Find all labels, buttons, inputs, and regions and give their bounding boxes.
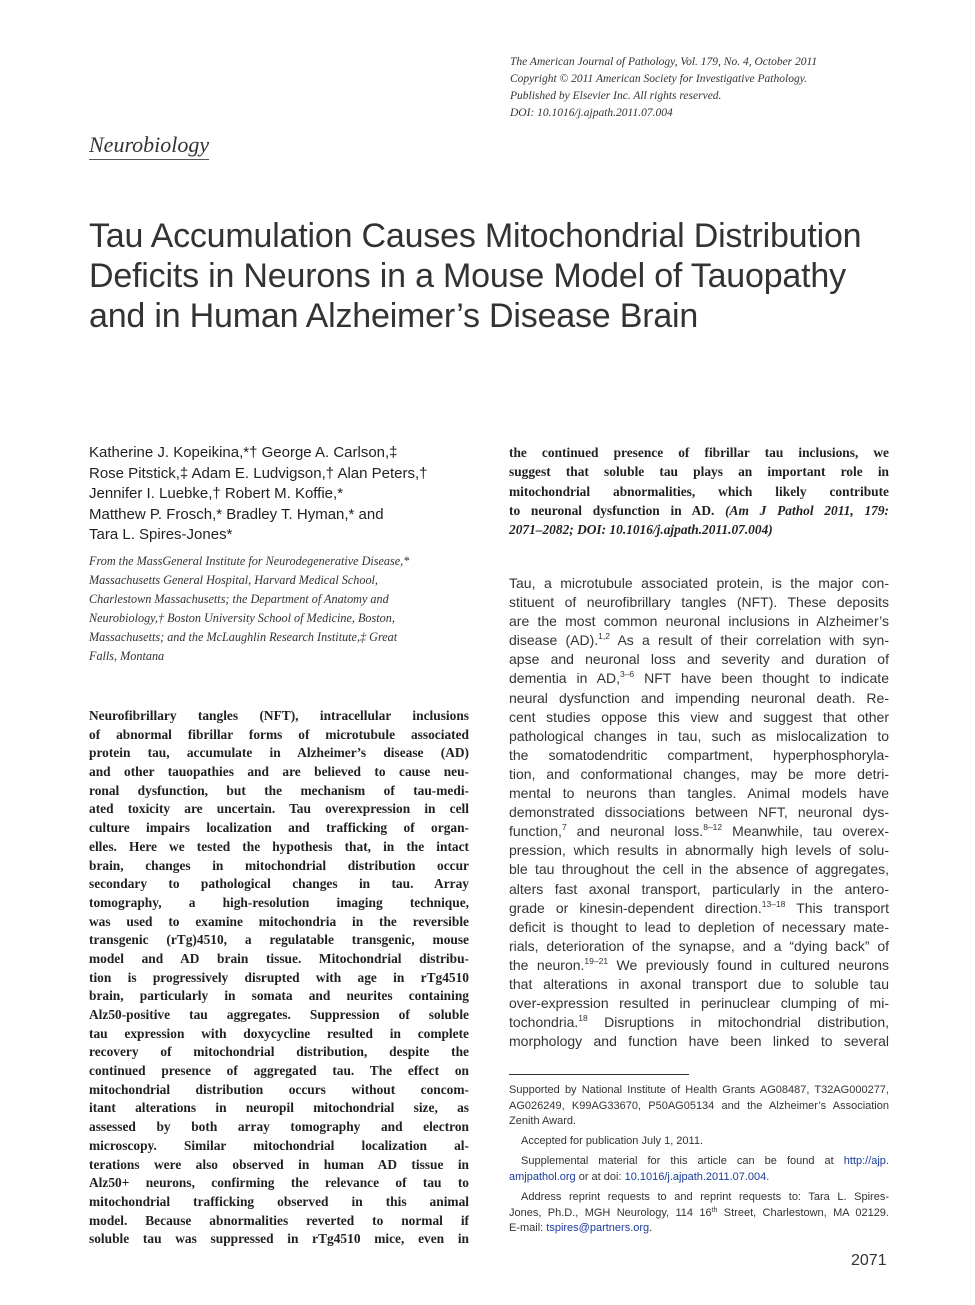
affiliation-line: From the MassGeneral Institute for Neurodegenerative Disease,* [89, 554, 410, 568]
journal-citation: The American Journal of Pathology, Vol. 179, No. 4, October 2011 [510, 56, 818, 68]
affiliation-line: Massachusetts General Hospital, Harvard Medical School, [89, 572, 378, 587]
note-text: . [649, 1222, 653, 1235]
reference-superscript[interactable]: 18 [578, 1013, 588, 1024]
note-text: . [766, 1170, 770, 1183]
body-line: Tau, a microtubule associated protein, is the major con- [509, 575, 889, 591]
body-line: rials, deterioration of the synapse, and a “dying back” of [509, 937, 889, 954]
body-line [509, 822, 889, 841]
author-line: Tara L. Spires-Jones* [89, 526, 233, 543]
affiliations [89, 552, 469, 665]
body-line: are the most common neuronal inclusions in Alzheimer’s [509, 613, 889, 630]
body-line: ble tau throughout the cell in the absence of aggregates, [509, 861, 889, 878]
body-text: Disruptions in mitochondrial distribution, [587, 1014, 889, 1031]
body-line [509, 631, 889, 650]
body-text: As a result of their correlation with syn- [609, 632, 889, 649]
journal-publisher: Published by Elsevier Inc. All rights reserved. [510, 90, 722, 102]
body-line: demonstrated dissociations between NFT, neuronal dys- [509, 804, 889, 821]
abstract-line: protein tau, accumulate in Alzheimer’s disease (AD) [89, 745, 469, 761]
author-line: Rose Pitstick,‡ Adam E. Ludvigson,† Alan Peters,† [89, 464, 428, 482]
abstract-line: Neurofibrillary tangles (NFT), intracellular inclusions [89, 708, 469, 723]
affiliation-line: Massachusetts; and the McLaughlin Research Institute,‡ Great [89, 629, 398, 644]
body-line: tion, and conformational changes, may be more detri- [509, 765, 889, 782]
affiliation-line: Charlestown Massachusetts; the Department of Anatomy and [89, 591, 389, 606]
affiliation-line: Falls, Montana [89, 648, 165, 663]
abstract-line: mitochondrial trafficking observed in this animal [89, 1193, 469, 1209]
journal-doi: DOI: 10.1016/j.ajpath.2011.07.004 [510, 107, 673, 119]
body-text: dementia in AD, [509, 670, 620, 687]
abstract-line: model and AD brain tissue. Mitochondrial distribu- [89, 950, 469, 966]
abstract-line: terations were also observed in human AD tissue in [89, 1156, 469, 1172]
body-line: morphology and function have been linked to several [509, 1033, 889, 1050]
abstract-left-column [89, 707, 469, 1249]
body-text: and neuronal loss. [566, 823, 704, 840]
reference-superscript[interactable]: 3–6 [619, 669, 635, 680]
accepted-note: Accepted for publication July 1, 2011. [521, 1135, 704, 1148]
body-text: the neuron. [509, 956, 585, 973]
supplemental-note [509, 1170, 889, 1186]
note-text: or at doi: [575, 1170, 625, 1183]
body-line: alters fast axonal transport, particularly in the antero- [509, 880, 889, 897]
abstract-line: itant alterations in neuropil mitochondrial size, as [89, 1100, 469, 1116]
abstract-line: tomography, a high-resolution imaging technique, [89, 894, 469, 910]
body-line: apse and neuronal loss and severity and duration of [509, 651, 889, 668]
body-line: pression, which results in abnormally high levels of solu- [509, 842, 889, 859]
abstract-line: and other tauopathies and are believed to cause neu- [89, 764, 469, 780]
abstract-line: secondary to pathological changes in tau. Array [89, 876, 469, 892]
page-number: 2071 [851, 1252, 887, 1269]
reference-superscript[interactable]: 7 [561, 822, 567, 833]
note-text: Jones, Ph.D., MGH Neurology, 114 16 [509, 1206, 712, 1219]
abstract-right-column [509, 443, 889, 539]
citation: (Am J Pathol 2011, 179: [725, 502, 889, 518]
funding-note: Supported by National Institute of Health Grants AG08487, T32AG000277, [509, 1084, 889, 1096]
abstract-line: soluble tau was suppressed in rTg4510 mice, even in [89, 1231, 469, 1247]
abstract-line: tau expression with doxycycline resulted in complete [89, 1025, 469, 1041]
footnotes [509, 1083, 889, 1237]
body-line: deficit is thought to lead to depletion of necessary mate- [509, 918, 889, 935]
note-text: Supplemental material for this article can be found at [521, 1155, 844, 1168]
note-text: E-mail: [509, 1222, 547, 1235]
body-line: the somatodendritic compartment, hyperphosphoryla- [509, 746, 889, 763]
abstract-line: tion is progressively disrupted with age in rTg4510 [89, 969, 469, 985]
body-text: This transport [785, 899, 889, 916]
abstract-line: ronal dysfunction, but the mechanism of tau-medi- [89, 782, 469, 798]
citation-line: 2071–2082; DOI: 10.1016/j.ajpath.2011.07.004) [509, 522, 773, 538]
supplemental-note [509, 1154, 889, 1170]
abstract-line: suggest that soluble tau plays an important role in [509, 464, 889, 480]
body-text: disease (AD). [509, 632, 599, 649]
body-line: pathological changes in tau, such as mislocalization to [509, 727, 889, 744]
funding-note: Zenith Award. [509, 1115, 577, 1128]
note-text: Street, Charlestown, MA 02129. [717, 1206, 889, 1219]
body-text: We previously found in cultured neurons [608, 956, 889, 973]
abstract-line: of abnormal fibrillar forms of microtubule associated [89, 726, 469, 742]
abstract-line: culture impairs localization and trafficking of organ- [89, 820, 469, 836]
author-line: Katherine J. Kopeikina,*† George A. Carlson,‡ [89, 444, 398, 461]
title-line: Deficits in Neurons in a Mouse Model of Tauopathy [89, 257, 846, 295]
abstract-line: Alz50+ neurons, confirming the relevance of tau to [89, 1175, 469, 1191]
title-line: and in Human Alzheimer’s Disease Brain [89, 297, 699, 335]
email-link[interactable]: tspires@partners.org [546, 1222, 650, 1235]
author-list [89, 443, 479, 546]
body-text [509, 574, 889, 1051]
abstract-line: mitochondrial abnormalities, which likely contribute [509, 483, 889, 499]
funding-note: AG026249, K99AG33670, P50AG05134 and the Alzheimer’s Association [509, 1099, 889, 1112]
doi-link[interactable]: 10.1016/j.ajpath.2011.07.004 [624, 1170, 767, 1183]
abstract-line: model. Because abnormalities reverted to normal if [89, 1212, 469, 1228]
supplemental-link[interactable]: http://ajp. [843, 1155, 889, 1168]
body-line: stituent of neurofibrillary tangles (NFT). These deposits [509, 594, 889, 611]
address-note [509, 1221, 889, 1237]
abstract-line [509, 501, 889, 520]
abstract-line: the continued presence of fibrillar tau inclusions, we [509, 445, 889, 460]
abstract-line: brain, changes in mitochondrial distribution occur [89, 857, 469, 873]
article-title [89, 216, 909, 336]
abstract-line: elles. Here we tested the hypothesis that, in the intact [89, 838, 469, 854]
author-line: Jennifer I. Luebke,† Robert M. Koffie,* [89, 485, 344, 502]
abstract-line: continued presence of aggregated tau. The effect on [89, 1063, 469, 1079]
address-note: Address reprint requests to and reprint requests to: Tara L. Spires- [521, 1191, 889, 1204]
reference-superscript[interactable]: 13–18 [761, 898, 786, 909]
journal-copyright: Copyright © 2011 American Society for Investigative Pathology. [510, 73, 808, 85]
body-text: function, [509, 823, 562, 840]
reference-superscript[interactable]: 1,2 [598, 631, 610, 642]
footnote-divider [509, 1074, 689, 1075]
section-label: Neurobiology [89, 132, 209, 160]
abstract-line: recovery of mitochondrial distribution, despite the [89, 1044, 469, 1060]
body-line: mental to neurons than tangles. Animal models have [509, 785, 889, 802]
abstract-line: brain, particularly in somata and neurites containing [89, 988, 469, 1004]
abstract-line: transgenic (rTg)4510, a regulatable transgenic, mouse [89, 932, 469, 948]
abstract-line: mitochondrial distribution occurs without concom- [89, 1081, 469, 1097]
journal-header [510, 54, 940, 122]
affiliation-line: Neurobiology,† Boston University School of Medicine, Boston, [89, 610, 395, 625]
body-line [509, 899, 889, 918]
superscript: th [711, 1206, 718, 1214]
body-text: grade or kinesin-dependent direction. [509, 899, 762, 916]
abstract-line: microscopy. Similar mitochondrial localization al- [89, 1137, 469, 1153]
body-line: over-expression resulted in perinuclear clumping of mi- [509, 995, 889, 1012]
body-line [509, 669, 889, 688]
body-text: tochondria. [509, 1014, 579, 1031]
body-line: neural dysfunction and impending neuronal death. Re- [509, 689, 889, 706]
body-line: that alterations in axonal transport due to soluble tau [509, 975, 889, 992]
author-line: Matthew P. Frosch,* Bradley T. Hyman,* and [89, 505, 384, 523]
reference-superscript[interactable]: 8–12 [703, 822, 723, 833]
abstract-line: Alz50-positive tau aggregates. Suppression of soluble [89, 1007, 469, 1022]
body-text: NFT have been thought to indicate [634, 670, 889, 687]
title-line: Tau Accumulation Causes Mitochondrial Distribution [89, 217, 862, 255]
body-text: Meanwhile, tau overex- [722, 823, 889, 840]
body-line [509, 956, 889, 975]
body-line [509, 1013, 889, 1032]
address-note [509, 1206, 889, 1222]
abstract-text: to neuronal dysfunction in AD. [509, 502, 715, 518]
abstract-line: assessed by both array tomography and electron [89, 1119, 469, 1135]
reference-superscript[interactable]: 19–21 [584, 955, 609, 966]
abstract-line: was used to examine mitochondria in the reversible [89, 913, 469, 929]
abstract-line: ated toxicity are uncertain. Tau overexpression in cell [89, 801, 469, 817]
body-line: cent studies oppose this view and suggest that other [509, 708, 889, 725]
supplemental-link[interactable]: amjpathol.org [509, 1170, 576, 1183]
